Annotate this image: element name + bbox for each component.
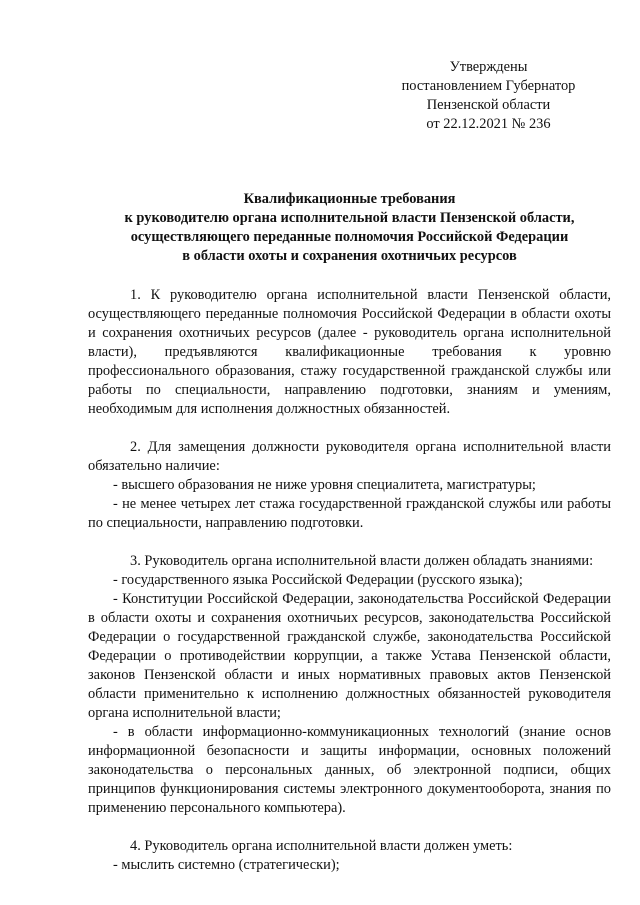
- section-1-paragraph: 1. К руководителю органа исполнительной власти Пензенской области, осуществляющего переданные полномочия Российской Федерации в области охоты и сохранения охотничьих ресурсов (далее - руководитель органа исполнительной власти), предъявляются квалификационные требования к уровню профессионального образования, стажу государственной гражданской службы или работы по специальности, направлению подготовки, знаниям и умениям, необходимым для исполнения должностных обязанностей.: [88, 287, 611, 417]
- section-2-paragraph: 2. Для замещения должности руководителя органа исполнительной власти обязательно наличие:: [88, 439, 611, 474]
- approval-line-4: от 22.12.2021 № 236: [426, 116, 551, 132]
- section-4-item-1: - мыслить системно (стратегически);: [113, 857, 340, 873]
- section-4: [88, 837, 611, 875]
- approval-line-1: Утверждены: [449, 59, 528, 75]
- section-3-item-1: - государственного языка Российской Федерации (русского языка);: [113, 572, 523, 588]
- title-line-3: осуществляющего переданные полномочия Российской Федерации: [130, 229, 569, 245]
- approval-stamp: [396, 58, 581, 134]
- section-2-item-1: - высшего образования не ниже уровня специалитета, магистратуры;: [113, 477, 536, 493]
- section-3-item-2: - Конституции Российской Федерации, законодательства Российской Федерации в области охоты и сохранения охотничьих ресурсов, законодательства Российской Федерации о государственной гражданской службе, законодательства Российской Федерации о противодействии коррупции, а также Устава Пензенской области, законов Пензенской области и иных нормативных правовых актов Пензенской области применительно к исполнению должностных обязанностей руководителя органа исполнительной власти;: [88, 591, 611, 721]
- approval-line-3: Пензенской области: [426, 97, 551, 113]
- section-3-paragraph: 3. Руководитель органа исполнительной власти должен обладать знаниями:: [130, 553, 594, 569]
- section-3-item-3: - в области информационно-коммуникационных технологий (знание основ информационной безопасности и защиты информации, основных положений законодательства о персональных данных, об электронной подписи, общих принципов функционирования системы электронного документооборота, знания по применению персонального компьютера).: [88, 724, 611, 816]
- section-4-paragraph: 4. Руководитель органа исполнительной власти должен уметь:: [130, 838, 513, 854]
- title-line-2: к руководителю органа исполнительной власти Пензенской области,: [124, 210, 575, 226]
- section-2-item-2: - не менее четырех лет стажа государственной гражданской службы или работы по специальности, направлению подготовки.: [88, 496, 611, 531]
- section-3: [88, 552, 611, 818]
- section-2: [88, 438, 611, 533]
- document-title: [88, 190, 611, 266]
- approval-line-2: постановлением Губернатор: [401, 78, 576, 94]
- title-line-1: Квалификационные требования: [243, 191, 456, 207]
- title-line-4: в области охоты и сохранения охотничьих ресурсов: [182, 248, 517, 264]
